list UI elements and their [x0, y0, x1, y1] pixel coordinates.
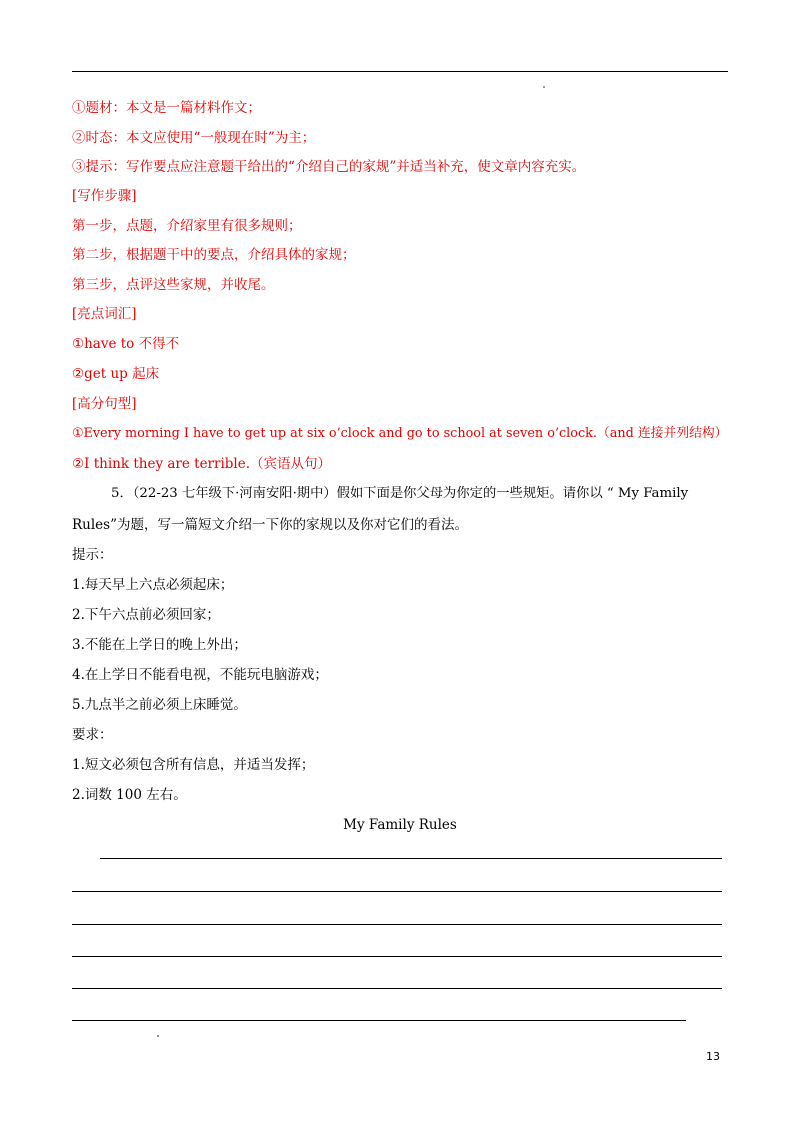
vocab-item-2: ②get up 起床 [72, 366, 160, 382]
essay-title: My Family Rules [343, 817, 457, 833]
writing-line [72, 924, 722, 925]
hint-item-4: 4.在上学日不能看电视，不能玩电脑游戏； [72, 667, 328, 683]
header-rule [72, 71, 728, 72]
requirement-label: 要求： [72, 727, 113, 743]
tip-note: ③提示：写作要点应注意题干给出的“介绍自己的家规”并适当补充，使文章内容充实。 [72, 159, 586, 175]
requirement-item-2: 2.词数 100 左右。 [72, 787, 187, 803]
vocab-heading: [亮点词汇] [72, 306, 137, 322]
hint-label: 提示： [72, 547, 113, 563]
tense-note: ②时态：本文应使用“一般现在时”为主； [72, 130, 316, 146]
hint-item-5: 5.九点半之前必须上床睡觉。 [72, 697, 247, 713]
sentence-item-1: ①Every morning I have to get up at six o’clock and go to school at seven o’clock.（and 连接并列结构） [72, 426, 728, 441]
hint-item-2: 2.下午六点前必须回家； [72, 607, 220, 623]
requirement-item-1: 1.短文必须包含所有信息，并适当发挥； [72, 757, 315, 773]
step-three: 第三步，点评这些家规，并收尾。 [72, 277, 275, 293]
scan-speck [543, 86, 545, 88]
question-stem-line1: 5．（22-23 七年级下·河南安阳·期中）假如下面是你父母为你定的一些规矩。请你以 “ My Family [111, 486, 689, 501]
writing-line [72, 988, 722, 989]
scan-speck [157, 1035, 159, 1037]
step-one: 第一步，点题，介绍家里有很多规则； [72, 218, 302, 234]
hint-item-1: 1.每天早上六点必须起床； [72, 577, 234, 593]
hint-item-3: 3.不能在上学日的晚上外出； [72, 637, 247, 653]
step-two: 第二步，根据题干中的要点，介绍具体的家规； [72, 247, 356, 263]
sentence-item-2: ②I think they are terrible.（宾语从句） [72, 456, 332, 472]
writing-line [72, 891, 722, 892]
topic-note: ①题材：本文是一篇材料作文； [72, 100, 261, 116]
sentence-heading: [高分句型] [72, 396, 137, 412]
question-stem-line2: Rules”为题，写一篇短文介绍一下你的家规以及你对它们的看法。 [72, 517, 468, 533]
writing-line [100, 858, 722, 859]
steps-heading: [写作步骤] [72, 188, 137, 204]
vocab-item-1: ①have to 不得不 [72, 336, 180, 352]
writing-line [72, 956, 722, 957]
writing-line [72, 1020, 686, 1021]
page-number: 13 [706, 1050, 720, 1063]
